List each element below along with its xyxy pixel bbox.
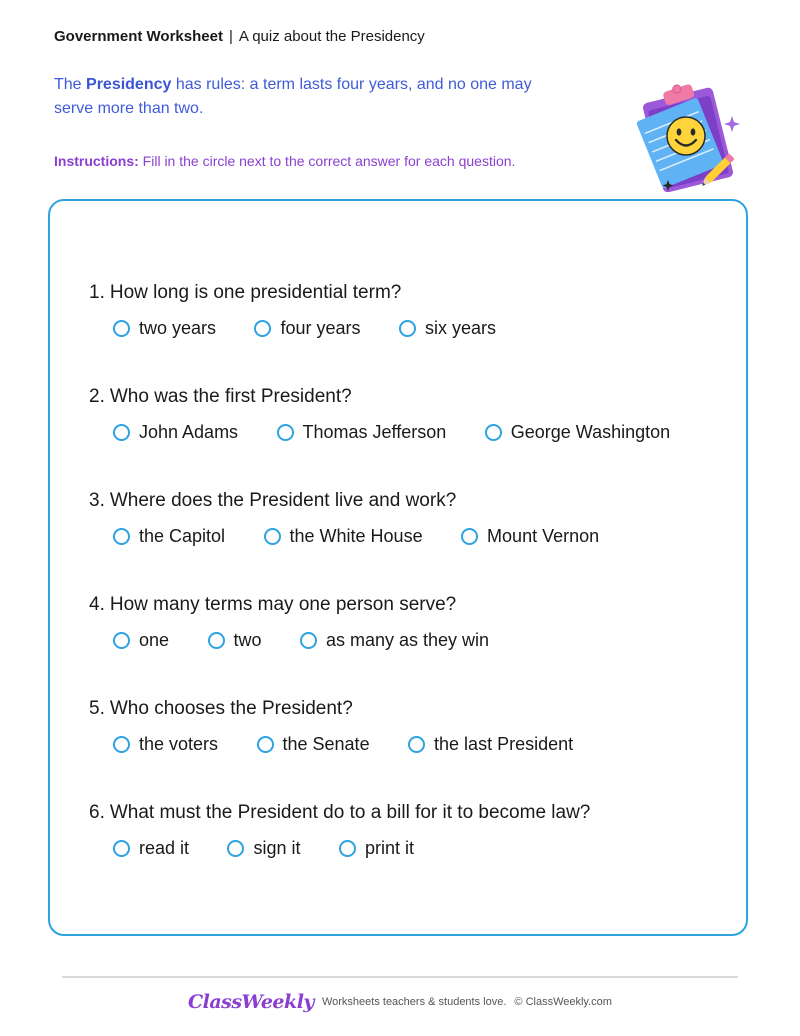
radio-circle[interactable] [339, 840, 356, 857]
question-label: Who chooses the President? [109, 698, 353, 719]
answer-label: as many as they win [325, 630, 490, 650]
answer-option[interactable] [339, 836, 414, 860]
answer-option[interactable] [485, 420, 670, 444]
instructions-label: Instructions: [54, 153, 139, 169]
question-text [89, 801, 590, 825]
answer-label: sign it [253, 838, 301, 858]
intro-pre: The [54, 76, 87, 93]
answer-label: John Adams [139, 422, 239, 442]
radio-circle[interactable] [113, 736, 130, 753]
answer-label: six years [424, 318, 496, 338]
question-4 [89, 593, 490, 650]
radio-circle[interactable] [399, 320, 416, 337]
classweekly-logo: ClassWeekly [188, 991, 314, 1014]
answer-option[interactable] [408, 732, 573, 756]
question-label: What must the President do to a bill for it to become law? [109, 802, 591, 823]
question-number: 6. [89, 802, 105, 823]
instructions-text: Fill in the circle next to the correct answer for each question. [138, 153, 516, 169]
radio-circle[interactable] [254, 320, 271, 337]
question-text [89, 281, 401, 305]
question-label: How long is one presidential term? [109, 282, 402, 303]
answer-label: two [233, 630, 262, 650]
worksheet-subtitle: A quiz about the Presidency [238, 28, 425, 45]
radio-circle[interactable] [408, 736, 425, 753]
question-6 [89, 801, 591, 858]
answer-label: George Washington [510, 422, 671, 442]
question-text [89, 489, 456, 513]
radio-circle[interactable] [257, 736, 274, 753]
answer-label: the Capitol [139, 526, 226, 546]
answer-option[interactable] [300, 628, 489, 652]
radio-circle[interactable] [300, 632, 317, 649]
question-text [89, 697, 353, 721]
answer-label: four years [280, 318, 361, 338]
header-separator: | [228, 28, 233, 45]
answer-option[interactable] [113, 836, 189, 860]
question-number: 4. [89, 594, 105, 615]
radio-circle[interactable] [113, 424, 130, 441]
answer-label: the Senate [282, 734, 370, 754]
quiz-card [48, 199, 748, 936]
answer-option[interactable] [113, 524, 225, 548]
answer-option[interactable] [277, 420, 447, 444]
question-text [89, 593, 456, 617]
footer-tagline: Worksheets teachers & students love. [321, 996, 507, 1009]
radio-circle[interactable] [113, 632, 130, 649]
radio-circle[interactable] [113, 320, 130, 337]
intro-bold: Presidency [86, 76, 172, 93]
question-label: Who was the first President? [109, 386, 352, 407]
answer-option[interactable] [264, 524, 423, 548]
answer-option[interactable] [461, 524, 599, 548]
question-5 [89, 697, 574, 754]
question-text [89, 385, 352, 409]
answer-label: Thomas Jefferson [302, 422, 447, 442]
question-number: 5. [89, 698, 105, 719]
answer-option[interactable] [399, 316, 496, 340]
question-2 [89, 385, 671, 442]
radio-circle[interactable] [113, 840, 130, 857]
intro-text [54, 73, 574, 121]
question-number: 1. [89, 282, 105, 303]
answer-label: two years [139, 318, 217, 338]
instructions [54, 151, 515, 171]
answer-option[interactable] [113, 316, 216, 340]
answer-label: Mount Vernon [487, 526, 600, 546]
answer-label: the voters [139, 734, 219, 754]
answer-option[interactable] [257, 732, 370, 756]
radio-circle[interactable] [485, 424, 502, 441]
radio-circle[interactable] [277, 424, 294, 441]
answer-option[interactable] [113, 732, 218, 756]
clipboard-smiley-icon [632, 80, 744, 192]
question-number: 2. [89, 386, 105, 407]
intro-post: has rules: a term lasts four years, and no one may serve more than two. [54, 76, 532, 117]
answer-label: one [139, 630, 170, 650]
question-label: How many terms may one person serve? [109, 594, 457, 615]
question-label: Where does the President live and work? [109, 490, 457, 511]
worksheet-title: Government Worksheet [54, 28, 223, 45]
radio-circle[interactable] [113, 528, 130, 545]
answer-label: read it [139, 838, 190, 858]
footer [0, 987, 800, 1017]
radio-circle[interactable] [208, 632, 225, 649]
answer-option[interactable] [113, 420, 238, 444]
answer-option[interactable] [227, 836, 300, 860]
answer-label: the last President [434, 734, 574, 754]
footer-divider [62, 976, 738, 978]
answer-option[interactable] [254, 316, 360, 340]
radio-circle[interactable] [264, 528, 281, 545]
answer-option[interactable] [113, 628, 169, 652]
question-1 [89, 281, 496, 338]
answer-option[interactable] [208, 628, 262, 652]
radio-circle[interactable] [227, 840, 244, 857]
radio-circle[interactable] [461, 528, 478, 545]
answer-label: print it [364, 838, 414, 858]
footer-copyright: © ClassWeekly.com [514, 996, 612, 1009]
worksheet-header [54, 27, 425, 47]
answer-label: the White House [289, 526, 423, 546]
question-3 [89, 489, 600, 546]
question-number: 3. [89, 490, 105, 511]
